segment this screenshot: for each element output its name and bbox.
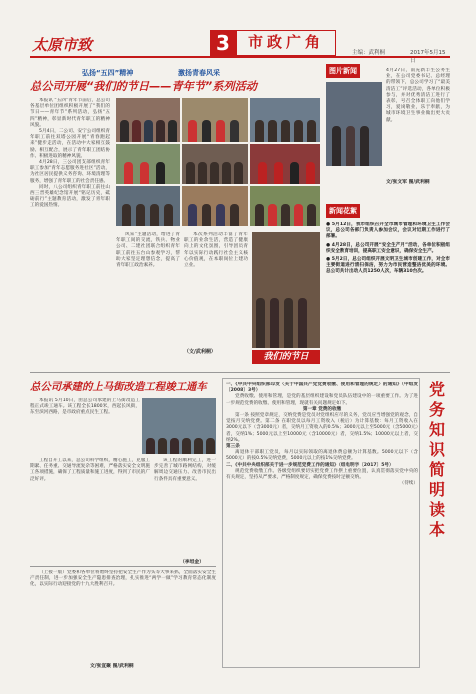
headline-road-project: 总公司承建的上马街改造工程竣工通车 [30,381,207,393]
section-title: 第一章 党费的收缴 [302,406,342,412]
section-title: 二、《中共中央组织部关于进一步规范党费工作的通知》（组电明字〔2017〕5号） [226,462,394,468]
paragraph: 5月4日，二公司、安宁公司组织青年职工前往双塔公园开展“青春跑起来”健步走活动，在活动中大家相互鼓励、相互配合，展示了青年职工团结协作、积极进取的精神风貌。 [30,129,110,159]
banner-my-festival: 我们的节日 [252,350,320,364]
section-title: 第三条 [226,444,240,450]
article1-author: （文/武利桐） [184,349,216,355]
brief-item: ● 4月28日，总公司开展“安全生产月”活动，各单位积极组织安全教育培训，提高职工安全意识，确保安全生产。 [326,242,450,254]
article1-col1 [30,98,110,358]
photo-road-ceremony [142,398,216,454]
page-number: 3 [210,30,236,56]
paragraph: 第一条 按照党章规定，交纳党费是党员对党组织应尽的义务，党员应当增强党的观念，自觉按月交纳党费。第二条 在职党员以每月工资收入（税后）为计算基数：每月工资收入在3000元以下（含3000元）者，交纳月工资收入的0.5%；3000元以上至5000元（含5000元）者，交纳1%；5000元以上至10000元（含10000元）者，交纳1.5%；10000元以上者，交纳2%。 [226,413,418,443]
article1-col2 [116,232,180,364]
brief-news-label: 新闻花絮 [326,204,360,218]
headline-youth-day: 总公司开展“我们的节日——青年节”系列活动 [30,80,257,93]
paragraph: 工程自开工以来，总公司科学组织，精心施工，克服工期紧、任务重、交通导流复杂等困难，严格落实安全文明施工各项措施，确保了工程质量和施工进度，得到了市民的广泛好评。 [30,458,150,482]
paragraph: 风采”主题活动，增进了青年职工间的交流，铁兵、物业公司、二建社团联合组织青年职工前往五台山参观学习，帮助大家坚定理想信念，提高了青年职工政治素养。 [116,232,180,269]
paragraph: 本次系列活动丰富了青年职工的业余生活，营造了健康向上的文化氛围，引导团员青年以实际行动践行社会主义核心价值观，在本职岗位上建功立业。 [184,232,248,269]
article2-col1-top [30,398,140,454]
photo-news-author: 文/张文军 图/武利桐 [386,180,430,185]
section-divider [30,372,450,373]
note-author: 文/张宣聚 图/武利桐 [90,664,134,669]
photo-group-9 [250,186,320,226]
photo-news-label: 图片新闻 [326,64,360,78]
photo-group-3 [250,98,320,142]
paragraph: 4月28日，三公司团支部组织青年职工参加“青年志愿服务进社区”活动，为社区居民提供义务咨询、环境清理等服务，增强了青年职工的社会责任感。 [30,160,110,184]
article2-col2 [154,458,216,556]
paragraph: （上接一版）党委和各单位将始终坚持把安全生产作为头等大事来抓，全面落实安全生产责任制，进一步加强安全生产隐患排查治理，扎实推进“两学一做”学习教育常态化制度化，以实际行动迎接党的十九大胜利召开。 [30,570,216,588]
article2-author: （李坦金） [180,560,204,565]
paragraph: 同时，八公司组织青年职工前往山西三晋英雄纪念馆开展“铭记历史，砥砺前行”主题教育活动，激发了青年职工的爱国热情。 [30,184,110,209]
brief-news [326,204,450,364]
party-text [226,382,418,666]
masthead [30,30,450,64]
photo-banner-group [252,232,320,348]
photo-group-2 [182,98,248,142]
party-side-title: 党务知识简明读本 [428,380,445,539]
brief-item: ● 5月2日，总公司组织开展文明卫生城市创建工作，对全市主要街道进行清扫保洁，努力为市民营造整洁优美的环境。总公司共计出动人员1250人次，车辆310台次。 [326,257,450,275]
photo-news [326,64,450,198]
kicker-right: 激扬青春风采 [178,69,220,77]
paragraph: 离退休干部职工党员，每月以实际领取的离退休费总额为计算基数。5000元以下（含5000元）的按0.5%交纳党费，5000元以上的按1%交纳党费。 [226,450,418,462]
paragraph: 规范党费收缴工作。各级党组织要切实把党费工作摆上重要位置，认真贯彻落实党中央的有关规定，坚持从严要求，严格制度规定，确保党费按时足额交纳。 [226,468,418,481]
party-text-box [222,378,420,668]
photo-group-4 [116,144,180,184]
article2-col1 [30,458,150,556]
section-title: 市政广角 [236,30,336,56]
article1-col3 [184,232,248,344]
brief-item: ● 5月12日，我市组织召开全市城市管理和环境卫生工作会议，总公司各部门负责人参加会议，会议对近期工作进行了部署。 [326,222,450,240]
photo-group-7 [116,186,180,226]
photo-group-6 [250,144,320,184]
photo-group-5 [182,144,248,184]
paragraph: 党费收缴、使用和管理，是党的基层组织建设和党员队伍建设中的一项重要工作。为了进一步规范党费的收缴、使用和管理，现就有关问题规定如下。 [226,394,418,406]
paragraph: 该工程的顺利完工，进一步完善了城市路网结构，对缓解周边交通压力、改善市民出行条件具有重要意义。 [154,458,216,482]
continued-note [30,570,216,660]
kicker-left: 弘扬“五四”精神 [82,69,134,77]
paper-name: 太原市致 [32,36,93,54]
masthead-rule [30,56,450,58]
article-youth-day [30,64,320,372]
issue-date: 2017年5月15日 [410,50,446,64]
section-title: 一、《中共中央组织部印发〈关于中国共产党党费收缴、使用和管理的规定〉的通知》（中组发〔2008〕3号） [226,382,418,394]
editor-line: 主编：武利桐 [352,50,386,56]
photo-news-body: 4月27日，南充新丰生公务生业，在公司党委书记、总经理的带领下，总公司学习了“最美清洁工”评选活动，各单位积极参与，并对优秀清洁工进行了表彰，号召全体职工向他们学习，爱岗敬业，乐于奉献，为城市环境卫生事业做出更大贡献。 [386,68,450,123]
continued-mark: （待续） [399,481,418,487]
paragraph: 本报讯 5月10日，由总公司承建的上马街改造工程正式竣工通车。该工程全长1800米，西起长风街，东至滨河西路，是市政府重点民生工程。 [30,398,140,416]
photo-group-1 [116,98,180,142]
photo-group-8 [182,186,248,226]
paragraph: 本报讯 “五四”青年节前后，总公司各基层单位团组织积极开展了“我们的节日——青年节”系列活动，弘扬“五四”精神，彰显新时代青年职工的精神风貌。 [30,98,110,128]
photo-news-image [326,82,382,166]
brief-news-list [326,222,450,362]
article-road-project [30,378,216,670]
party-knowledge-column [222,378,450,670]
note-divider [30,566,216,567]
